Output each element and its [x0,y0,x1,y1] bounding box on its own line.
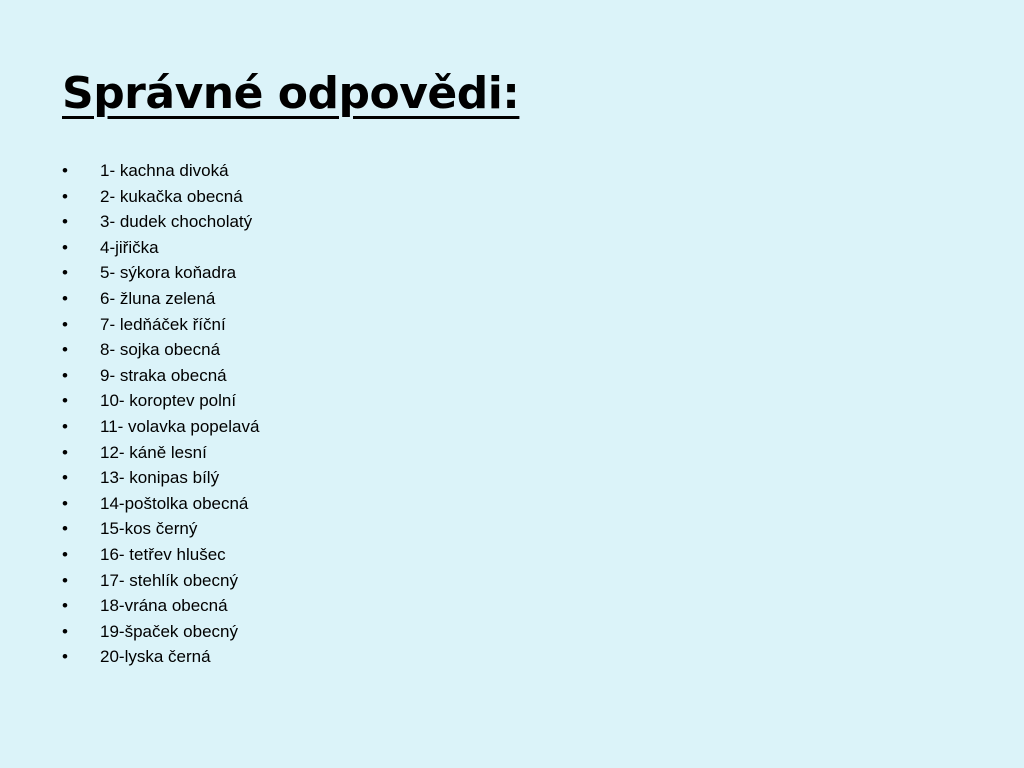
list-item [62,542,259,568]
answer-list [62,158,259,670]
bullet-icon: • [62,647,68,667]
list-item-text: 14-poštolka obecná [100,493,249,513]
bullet-icon: • [62,468,68,488]
list-item [62,363,259,389]
bullet-icon: • [62,621,68,641]
list-item [62,568,259,594]
bullet-icon: • [62,365,68,385]
bullet-icon: • [62,544,68,564]
list-item-text: 20-lyska černá [100,647,211,667]
list-item-text: 18-vrána obecná [100,596,228,616]
list-item [62,184,259,210]
bullet-icon: • [62,570,68,590]
list-item [62,491,259,517]
list-item-text: 1- kachna divoká [100,161,229,180]
list-item [62,619,259,645]
bullet-icon: • [62,416,68,436]
list-item-text: 6- žluna zelená [100,288,216,308]
list-item-text: 7- ledňáček říční [100,314,226,334]
list-item-text: 9- straka obecná [100,365,227,385]
list-item [62,312,259,338]
list-item [62,209,259,235]
list-item [62,337,259,363]
bullet-icon: • [62,212,68,232]
bullet-icon: • [62,314,68,334]
list-item-text: 17- stehlík obecný [100,570,238,590]
bullet-icon: • [62,442,68,462]
list-item-text: 2- kukačka obecná [100,186,243,206]
bullet-icon: • [62,596,68,616]
slide-title: Správné odpovědi: [62,68,520,119]
list-item [62,235,259,261]
list-item-text: 13- konipas bílý [100,468,220,488]
bullet-icon: • [62,340,68,360]
list-item-text: 3- dudek chocholatý [100,212,253,232]
list-item-text: 10- koroptev polní [100,391,237,411]
list-item [62,260,259,286]
bullet-icon: • [62,263,68,283]
list-item-text: 5- sýkora koňadra [100,263,237,283]
list-item [62,593,259,619]
list-item [62,440,259,466]
list-item [62,388,259,414]
list-item [62,516,259,542]
list-item [62,465,259,491]
bullet-icon: • [62,161,68,180]
list-item-text: 11- volavka popelavá [100,416,260,436]
list-item [62,158,259,184]
list-item [62,644,259,670]
list-item-text: 12- káně lesní [100,442,207,462]
list-item-text: 4-jiřička [100,237,159,257]
list-item-text: 19-špaček obecný [100,621,238,641]
list-item-text: 15-kos černý [100,519,198,539]
list-item [62,286,259,312]
list-item-text: 8- sojka obecná [100,340,221,360]
bullet-icon: • [62,237,68,257]
bullet-icon: • [62,391,68,411]
list-item [62,414,259,440]
bullet-icon: • [62,186,68,206]
bullet-icon: • [62,519,68,539]
list-item-text: 16- tetřev hlušec [100,544,226,564]
bullet-icon: • [62,288,68,308]
bullet-icon: • [62,493,68,513]
